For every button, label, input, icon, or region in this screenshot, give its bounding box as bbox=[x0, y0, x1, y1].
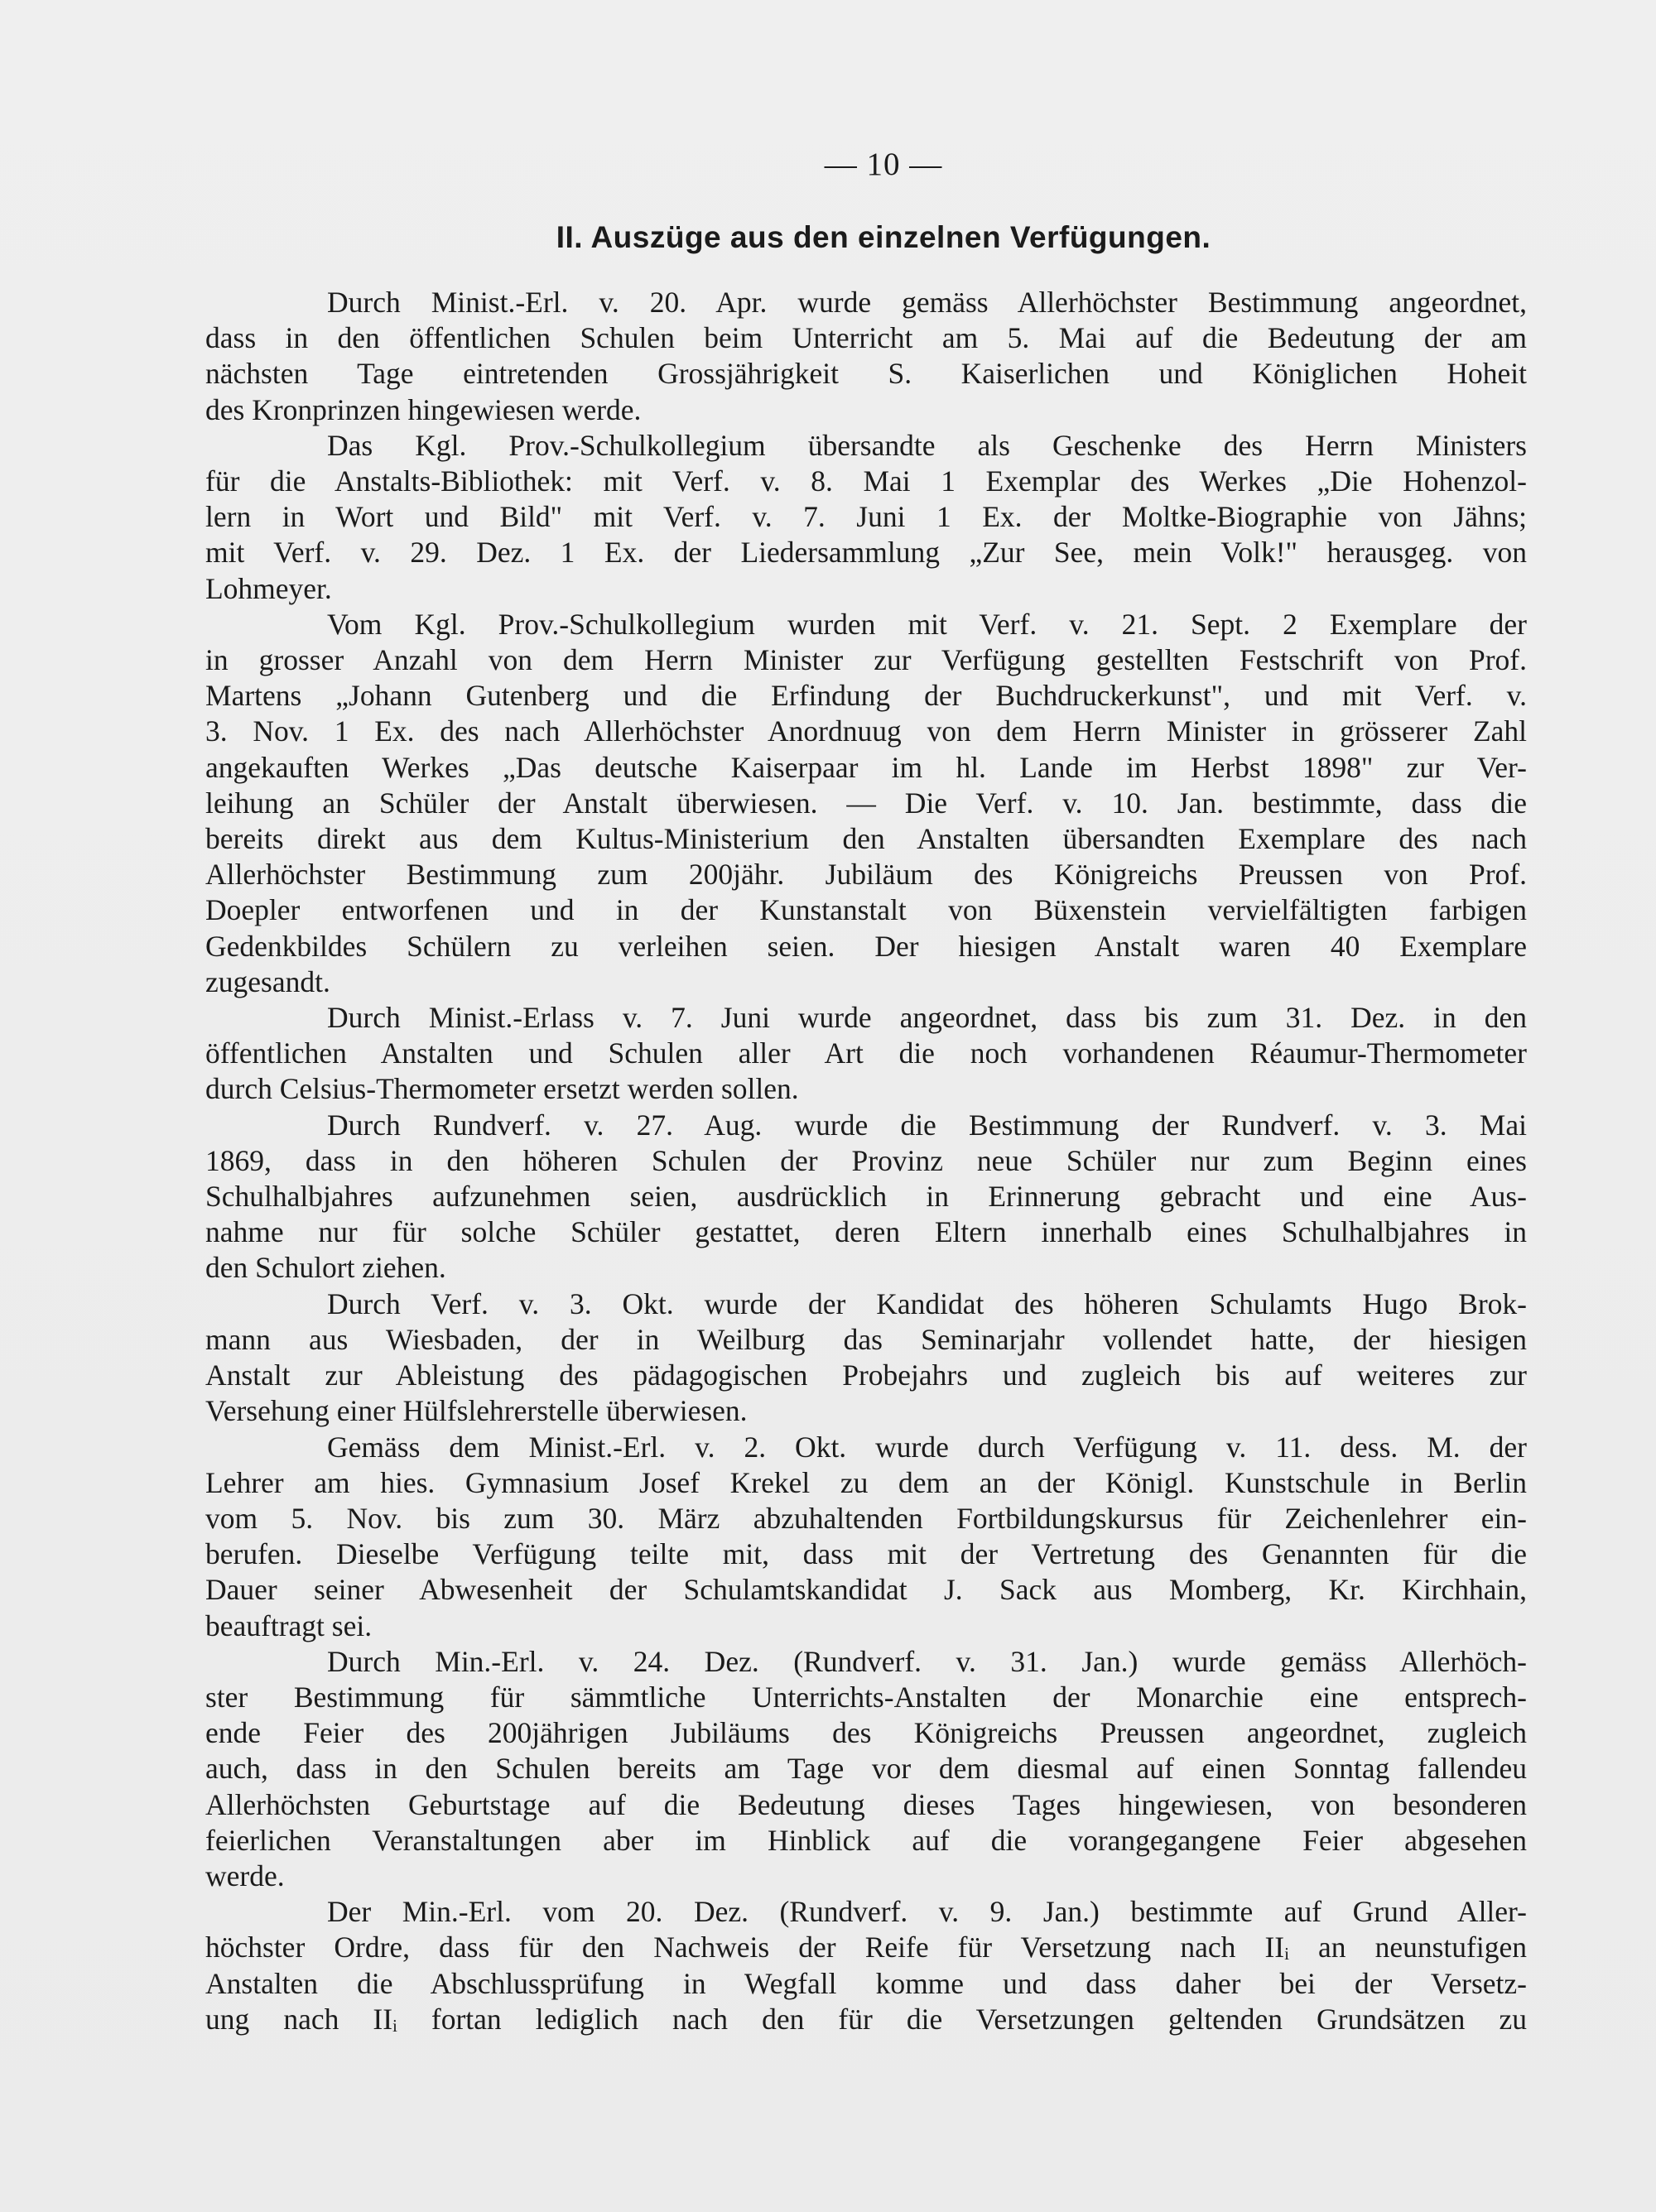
text-line: Martens „Johann Gutenberg und die Erfindung der Buchdruckerkunst", und mit Verf. v. bbox=[205, 679, 1527, 713]
text-line: Lohmeyer. bbox=[205, 571, 332, 605]
text-line: Doepler entworfenen und in der Kunstanstalt von Büxenstein vervielfältigten farbigen bbox=[205, 893, 1527, 927]
text-line: 3. Nov. 1 Ex. des nach Allerhöchster Anordnuug von dem Herrn Minister in grösserer Zahl bbox=[205, 714, 1527, 748]
text-line: nächsten Tage eintretenden Grossjährigkeit S. Kaiserlichen und Königlichen Hoheit bbox=[205, 357, 1527, 391]
text-line: 1869, dass in den höheren Schulen der Provinz neue Schüler nur zum Beginn eines bbox=[205, 1143, 1527, 1177]
text-line: lern in Wort und Bild" mit Verf. v. 7. Juni 1 Ex. der Moltke-Biographie von Jähns; bbox=[205, 500, 1527, 534]
text-line: in grosser Anzahl von dem Herrn Minister zur Verfügung gestellten Festschrift von Prof. bbox=[205, 643, 1527, 677]
text-line: Vom Kgl. Prov.-Schulkollegium wurden mit Verf. v. 21. Sept. 2 Exemplare der bbox=[327, 607, 1527, 641]
text-line: dass in den öffentlichen Schulen beim Unterricht am 5. Mai auf die Bedeutung der am bbox=[205, 321, 1527, 355]
page-number: — 10 — bbox=[824, 147, 943, 182]
text-line: bereits direkt aus dem Kultus-Ministerium den Anstalten übersandten Exemplare des nach bbox=[205, 822, 1527, 856]
text-line: auch, dass in den Schulen bereits am Tage vor dem diesmal auf einen Sonntag fallendeu bbox=[205, 1752, 1527, 1786]
text-line: ende Feier des 200jährigen Jubiläums des Königreichs Preussen angeordnet, zugleich bbox=[205, 1716, 1527, 1750]
text-line: ster Bestimmung für sämmtliche Unterrichts-Anstalten der Monarchie eine entsprech- bbox=[205, 1680, 1527, 1714]
section-title: II. Auszüge aus den einzelnen Verfügungen. bbox=[556, 220, 1211, 254]
text-line: den Schulort ziehen. bbox=[205, 1251, 446, 1285]
text-line: Durch Rundverf. v. 27. Aug. wurde die Bestimmung der Rundverf. v. 3. Mai bbox=[327, 1108, 1527, 1142]
text-line: angekauften Werkes „Das deutsche Kaiserpaar im hl. Lande im Herbst 1898" zur Ver- bbox=[205, 750, 1527, 784]
text-line: Durch Minist.-Erlass v. 7. Juni wurde angeordnet, dass bis zum 31. Dez. in den bbox=[327, 1001, 1527, 1035]
text-line: Versehung einer Hülfslehrerstelle überwiesen. bbox=[205, 1394, 748, 1428]
text-line: für die Anstalts-Bibliothek: mit Verf. v. 8. Mai 1 Exemplar des Werkes „Die Hohenzol- bbox=[205, 464, 1527, 498]
text-line: Durch Verf. v. 3. Okt. wurde der Kandidat des höheren Schulamts Hugo Brok- bbox=[327, 1286, 1527, 1320]
text-line: Allerhöchster Bestimmung zum 200jähr. Jubiläum des Königreichs Preussen von Prof. bbox=[205, 858, 1527, 892]
text-line: Das Kgl. Prov.-Schulkollegium übersandte als Geschenke des Herrn Ministers bbox=[327, 428, 1527, 462]
text-line: Durch Min.-Erl. v. 24. Dez. (Rundverf. v. 31. Jan.) wurde gemäss Allerhöch- bbox=[327, 1644, 1527, 1678]
text-line: nahme nur für solche Schüler gestattet, deren Eltern innerhalb eines Schulhalbjahres in bbox=[205, 1215, 1527, 1249]
text-line: feierlichen Veranstaltungen aber im Hinblick auf die vorangegangene Feier abgesehen bbox=[205, 1823, 1527, 1857]
text-line: beauftragt sei. bbox=[205, 1609, 373, 1642]
text-line: Dauer seiner Abwesenheit der Schulamtskandidat J. Sack aus Momberg, Kr. Kirchhain, bbox=[205, 1573, 1527, 1607]
text-line: ung nach IIᵢ fortan lediglich nach den für die Versetzungen geltenden Grundsätzen zu bbox=[205, 2002, 1527, 2036]
text-line: durch Celsius-Thermometer ersetzt werden sollen. bbox=[205, 1072, 799, 1106]
text-line: leihung an Schüler der Anstalt überwiesen. — Die Verf. v. 10. Jan. bestimmte, dass die bbox=[205, 786, 1527, 820]
text-line: Gemäss dem Minist.-Erl. v. 2. Okt. wurde durch Verfügung v. 11. dess. M. der bbox=[327, 1430, 1527, 1464]
text-line: mann aus Wiesbaden, der in Weilburg das Seminarjahr vollendet hatte, der hiesigen bbox=[205, 1322, 1527, 1356]
text-line: höchster Ordre, dass für den Nachweis der Reife für Versetzung nach IIᵢ an neunstufigen bbox=[205, 1931, 1527, 1964]
text-line: Anstalten die Abschlussprüfung in Wegfall komme und dass daher bei der Versetz- bbox=[205, 1966, 1527, 2000]
text-line: öffentlichen Anstalten und Schulen aller Art die noch vorhandenen Réaumur-Thermometer bbox=[205, 1036, 1527, 1070]
body-text bbox=[205, 285, 1527, 2037]
text-line: Gedenkbildes Schülern zu verleihen seien. Der hiesigen Anstalt waren 40 Exemplare bbox=[205, 929, 1527, 963]
text-line: Der Min.-Erl. vom 20. Dez. (Rundverf. v. 9. Jan.) bestimmte auf Grund Aller- bbox=[327, 1895, 1527, 1929]
text-line: werde. bbox=[205, 1859, 285, 1892]
text-line: Lehrer am hies. Gymnasium Josef Krekel zu dem an der Königl. Kunstschule in Berlin bbox=[205, 1465, 1527, 1499]
text-line: Durch Minist.-Erl. v. 20. Apr. wurde gemäss Allerhöchster Bestimmung angeordnet, bbox=[327, 286, 1527, 319]
text-line: Schulhalbjahres aufzunehmen seien, ausdrücklich in Erinnerung gebracht und eine Aus- bbox=[205, 1180, 1527, 1214]
text-line: vom 5. Nov. bis zum 30. März abzuhaltenden Fortbildungskursus für Zeichenlehrer ein- bbox=[205, 1501, 1527, 1535]
text-line: zugesandt. bbox=[205, 964, 330, 998]
text-line: Allerhöchsten Geburtstage auf die Bedeutung dieses Tages hingewiesen, von besonderen bbox=[205, 1787, 1527, 1821]
text-line: berufen. Dieselbe Verfügung teilte mit, dass mit der Vertretung des Genannten für die bbox=[205, 1537, 1527, 1571]
text-line: Anstalt zur Ableistung des pädagogischen Probejahrs und zugleich bis auf weiteres zur bbox=[205, 1358, 1527, 1392]
text-line: mit Verf. v. 29. Dez. 1 Ex. der Liedersammlung „Zur See, mein Volk!" herausgeg. von bbox=[205, 536, 1527, 570]
text-line: des Kronprinzen hingewiesen werde. bbox=[205, 392, 642, 426]
